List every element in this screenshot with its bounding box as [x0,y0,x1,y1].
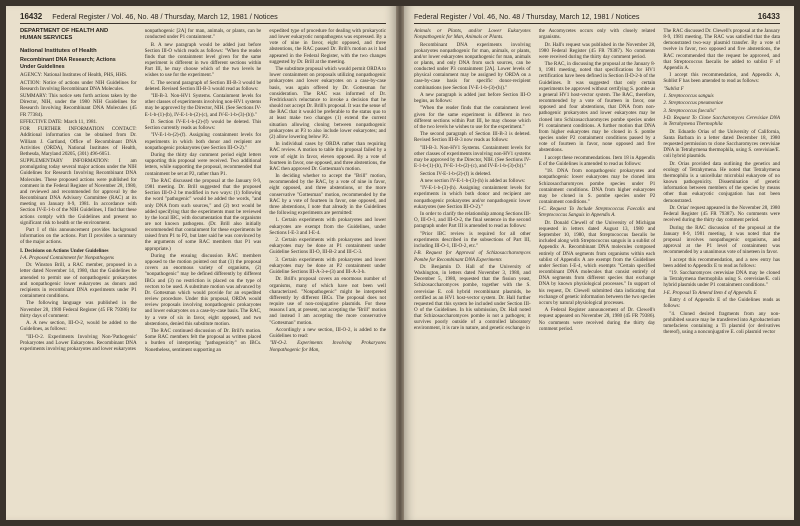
paragraph: ACTION: Notice of actions under NIH Guidelines for Research Involving Recombinant DNA Molecules. [20,79,137,92]
left-columns [20,28,386,518]
paragraph: Dr. Brill's proposal covers an enormous number of organisms, many of which have not been well characterized. "Nonpathogenic" might be interpreted differently by different IBCs. The proposal does not require use of non-conjugative plasmids. For these reasons I am, at present, not accepting the "Brill" motion and instead I am accepting the more conservative "Gottesman" motion. [269,276,387,326]
paragraph: During the thirty day comment period eight letters supporting this proposal were received. Two additional letters, while supporting the proposal, recommended that containment be set at P2, rather than P1. [144,152,262,177]
paragraph: Part I of this announcement provides background information on the actions. Part II provides a summary of the major actions. [20,227,137,246]
paragraph: The RAC discussed the proposal at the January 8-9, 1981 meeting. Dr. Brill suggested that the proposed Section III-O-2 be modified in two ways: (1) following the word "pathogenic" would be added the words, "and only DNA from such sources," and (2) text would be added specifying that the experiments must be reviewed by the local IBC, with documentation that the organisms are not known pathogens. (Dr. Brill also initially recommended that containment for these experiments be raised from P1 to P2, but later said he was convinced by the arguments of some RAC members that P1 was appropriate.) [144,177,262,252]
paragraph: The following language was published in the November 28, 1980 Federal Register (45 FR 79386) for thirty days of comment: [20,300,137,319]
left-page [6,6,396,520]
paragraph: SUMMARY: This notice sets forth actions taken by the Director, NIH, under the 1980 NIH Guidelines for Research Involving Recombinant DNA Molecules (45 FR 77384). [20,93,137,118]
section-heading: I. Decisions on Actions Under Guidelines [20,247,109,254]
title-line: Under Guidelines [20,63,65,70]
paragraph: Section IV-E-1-b-(2)-(f) is deleted. [420,170,492,177]
subsection-heading: I-A. Proposed Containment for Nonpathogens [20,254,114,261]
title-line: Recombinant DNA Research; Actions [20,57,116,64]
paragraph: Dr. Benjamin D. Hall of the University of Washington, in letters dated November 3, 1980, and December 5, 1980, requested that the fission yeast, Schizosaccharomyces pombe, together with the S. cerevisiae E. coli hybrid recombinant plasmids, be certified as an HV1 host-vector system. Dr. Hall further requested that this system be included under Section III-O of the Guidelines. In his submission, Dr. Hall noted that Schizosaccharomyces pombe is not a pathogen; it survives poorly outside of a controlled laboratory environment, it is rare in nature, and genetic exchange in [414,263,531,332]
paragraph: Animals or Plants, and/or Lower Eukaryotes Nonpathogenic for Man, Animals or Plants. [414,28,531,41]
paragraph: The substitute proposal which would permit ORDA to lower containment on proposals utilizing nonpathogenic prokaryotes and lower eukaryotes on a case-by-case basis, was again offered by Dr. Gottesman for consideration. The RAC was informed of Dr. Fredrickson's reluctance to invoke a decision that he should not accept Dr. Brill's proposal. It was the sense of the RAC that it would be preferable to the status quo to at least make two changes (1) extend the current situation allowing cloning between nonpathogenic prokaryotes at P3 to also include lower eukaryotes; and (2) allow lowering below P2. [269,66,387,140]
paragraph: During the ensuing discussion RAC members opposed to the motion pointed out that (1) the proposal covers an enormous variety of organisms, (2) "nonpathogenic" may be defined differently by different IBCs and (3) no restriction is placed on the type of vectors to be used. A substitute motion was advanced by Dr. Gottesman which would provide for an expedited review procedure. Under this proposal, ORDA would review proposals involving nonpathogenic prokaryotes and lower eukaryotes on a case-by-case basis. The RAC, by a vote of six in favor, eight opposed, and two abstentions, denied this substitute motion. [144,252,262,327]
paragraph: 2. Certain experiments with prokaryotes and lower eukaryotes may be done at P1 containment under Guideline Sections III-O, III-B-2 and III-C-3. [269,237,387,256]
paragraph: 3. Certain experiments with prokaryotes and lower eukaryotes may be done at P2 containment under Guideline Sections III-A-3-e-(3) and III-A-3-h. [269,256,387,276]
paragraph: A. A new section, III-O-2, would be added to the Guidelines, as follows: [20,320,137,333]
document-spread [6,6,794,520]
paragraph: "III-B-3. Non-HV1 Systems. Containment levels for other classes of experiments involving non-HV1 systems may be approved by the Director, NIH. (See Sections IV-E-1-b-(1)-(b), IV-E-1-b-(2)-(c), and IV-E-1-b-(3)-(b))." [144,93,262,118]
list-item: 1. Streptococcus sanguis [663,93,714,100]
subsection-heading: I-D. Request To Clone Saccharomyces Cerevisiae DNA in Tetrahymena Thermophila [663,115,781,128]
paragraph: "4. Cloned desired fragments from any non-prohibited source may be transferred into Agrobacterium tumefaciens containing a Ti plasmid (or derivatives thereof), using a nonconjugative E. coli plasmid vector [663,310,781,335]
paragraph: "When the reader finds that the containment level given for the same experiment is different in two different sections within Part III, he may choose which of the two levels he wishes to use for the experiment." [414,105,531,130]
paragraph: "IV-E-1-b-(2)-(f). Assigning containment levels for experiments in which both donor and recipient are nonpathogenic prokaryotes (see Section III-O-2)." [144,132,262,151]
paragraph: B. A new paragraph would be added just before Section III-O which reads as follows: "When the reader finds that the containment level given for the same experiment is different in two different sections within Part III, he may choose which of the two levels he wishes to use for the experiment." [144,41,262,79]
paragraph: "III-O-2. Experiments Involving Prokaryotes Nonpathogenic for Man, [269,340,387,353]
right-col-2 [539,28,656,518]
paragraph: A new paragraph is added just before Section III-O begins, as follows: [414,91,531,105]
paragraph: Entry 4 of Appendix E of the Guidelines reads as follows: [663,297,781,310]
notice-title [20,57,137,70]
paragraph: Dr. Hall's request was published in the November 28, 1980 Federal Register (45 FR 79387). No comments were received during the thirty day comment period. [538,41,656,60]
paragraph: FOR FURTHER INFORMATION CONTACT: Additional information can be obtained from Dr. William J. Gartland, Office of Recombinant DNA Activities (ORDA), National Institutes of Health, Bethesda, Maryland 20205, (301) 496-6051. [20,126,137,157]
paragraph: "IV-E-1-b-(3)-(h). Assigning containment levels for experiments in which both donor and recipient are nonpathogenic prokaryotes and/or nonpathogenic lower eukaryotes (see Section III-O-2)." [414,185,531,210]
list-item: "Sublist F [663,85,684,92]
subsection-heading: I-C. Request To Include Streptococcus Faecalis and Streptococcus Sanguis in Appendix A. [538,206,656,219]
right-col-1 [414,28,531,518]
paragraph: In deciding whether to accept the "Brill" motion, recommended by the RAC, by a vote of nine in favor, eight opposed, and three abstentions, or the more conservative "Gottesman" motion, recommended by the RAC by a vote of fourteen in favor, one opposed, and three abstentions, I note that already in the Guidelines the following experiments are permitted: [269,173,387,217]
agency-line: National Institutes of Health [20,47,97,54]
paragraph: "Prior IBC review is required for all other experiments described in the subsections of Part III, including III-O-1, III-O-2, etc." [414,230,531,250]
paragraph: Dr. Eduardo Orias of the University of California, Santa Barbara in a letter dated December 18, 1980 requested permission to clone Saccharomyces cerevisiae DNA in Tetrahymena thermophila, using S. cerevisiae/E. coli hybrid plasmids. [663,128,781,160]
paragraph: expedited type of procedure for dealing with prokaryotic and lower eukaryotic nonpathogens was expressed. By a vote of nine in favor, eight opposed, and three abstentions, the RAC passed Dr. Brill's motion as it had appeared in the Federal Register, with the two changes suggested by Dr. Brill at the meeting. [269,28,387,65]
paragraph: "III-O-2. Experiments Involving Non-'Pathogenic' Prokaryotes and Lower Eukaryotes. Recombinant DNA experiments involving prokaryotes and lower eukaryotes [20,333,137,352]
paragraph: SUPPLEMENTARY INFORMATION: I am promulgating today several major actions under the NIH Guidelines for Research Involving Recombinant DNA Molecules. These proposed actions were published for comment in the Federal Register of November 28, 1980, and reviewed and recommended for approval by the Recombinant DNA Advisory Committee (RAC) at its meeting on January 8-9, 1981. In accordance with Section IV-E-1-b of the NIH Guidelines, I find that these actions comply with the Guidelines and present no significant risk to health or the environment. [20,158,137,226]
paragraph: 1. Certain experiments with prokaryotes and lower eukaryotes are exempt from the Guidelines, under Sections I-E-3 and I-E-4. [269,217,387,236]
agency-line: HUMAN SERVICES [20,34,73,41]
paragraph: Dr. Orias' request appeared in the November 28, 1980 Federal Register (45 FR 79387). No comments were received during the thirty day comment period. [663,204,781,224]
paragraph: Recombinant DNA experiments involving prokaryotes nonpathogenic for man, animals, or plants, and/or lower eukaryotes nonpathogenic for man, animals or plants, and only DNA from such sources, can be conducted under P3 containment [2A]. Lower levels of physical containment may be assigned by ORDA on a case-by-case basis for specific donor-recipient combinations (see Section IV-E-1-b-(3)-(h))." [414,41,531,91]
paragraph: AGENCY: National Institutes of Health, PHS, HHS. [20,72,128,79]
paragraph: Dr. Orias provided data outlining the genetics and ecology of Tetrahymena. He noted that Tetrahymena thermophila is a unicellular microbial eukaryote of no known pathogenicity. Dissemination of genetic information between members of the species by means other than eukaryotic conjugation has not been demonstrated. [663,160,781,204]
paragraph: During the RAC discussion of the proposal at the January 8-9, 1981 meeting, it was noted that the proposal involves nonpathogenic organisms, and approval at the P1 level of containment was recommended by a unanimous vote of nineteen in favor. [663,224,781,256]
left-page-header [20,12,386,24]
subsection-heading: I-E. Proposal To Amend Item 4 of Appendix E [663,289,757,296]
agency-line: DEPARTMENT OF HEALTH AND [20,28,109,34]
right-columns [414,28,780,518]
agency-heading [20,28,137,54]
paragraph: C. The second paragraph of Section III-B-3 would be deleted. Revised Section III-B-3 would read as follows: [144,79,262,92]
left-page-number: 16432 [20,12,43,21]
paragraph: "III-B-3. Non-HV1 Systems. Containment levels for other classes of experiments involving non-HV1 systems may be approved by the Director, NIH. (See Sections IV-E-1-b-(1)-(b), IV-E-1-b-(2)-(c), and IV-E-1-b-(3)-(b))." [414,144,531,170]
right-running-head: Federal Register / Vol. 46, No. 48 / Thursday, March 12, 1981 / Notices [414,12,640,21]
paragraph: Accordingly a new section, III-O-2, is added to the Guidelines to read: [269,326,387,339]
left-col-3 [269,28,386,518]
left-col-2 [145,28,262,518]
paragraph: A Federal Register announcement of Dr. Clewell's request appeared on November 28, 1980 (45 FR 79386). No comments were received during the thirty day comment period. [538,307,656,332]
paragraph: I accept this recommendation, and a new entry has been added to Appendix E to read as follows: [663,256,781,269]
paragraph: nonpathogenic [2A] for man, animals, or plants, can be conducted under P1 containment." [144,28,262,41]
paragraph: In individual cases by ORDA rather than requiring RAC review. A motion to table this proposal failed by a vote of eight in favor, eleven opposed. By a vote of fourteen in favor, one opposed, and three abstentions, the RAC then approved Dr. Gottesman's motion. [269,141,387,172]
paragraph: D. Section IV-E-1-b-(2)-(f) would be deleted. This Section currently reads as follows: [144,118,262,132]
right-col-3 [663,28,780,518]
paragraph: The RAC continued discussion of Dr. Brill's motion. Some RAC members felt the proposal as written placed a burden of interpreting "pathogenicity" on IBCs. Nonetheless, sentiment supporting an [144,328,262,353]
paragraph: The RAC, in discussing the proposal at the January 8-9, 1981 meeting, noted that specifications for HV1 certification have been defined in Section II-D-2-b of the Guidelines. It was suggested that only certain experiments be approved without certifying S. pombe as a general HV1 host-vector system. The RAC, therefore, recommended by a vote of fourteen in favor, one opposed and four abstentions, that DNA from non-pathogenic prokaryotes and lower eukaryotes may be cloned into Schizosaccharomyces pombe species under P1 containment conditions. A further motion that DNA from higher eukaryotes may be cloned in S. pombe species under P2 containment conditions passed by a vote of fourteen in favor, none opposed and five abstentions. [538,61,656,154]
right-page [404,6,794,520]
subsection-heading: I-B. Request for Approval of Schizosaccharomyces Pombe for Recombinant DNA Experiments [414,250,531,263]
right-page-number: 16433 [757,12,780,21]
paragraph: Dr. Winston Brill, a RAC member, proposed in a letter dated November 14, 1980, that the Guidelines be amended to permit use of nonpathogenic prokaryotes and nonpathogenic lower eukaryotes as donors and recipients in recombinant DNA experiments under P1 containment conditions. [20,262,137,299]
left-col-1 [20,28,137,518]
paragraph: EFFECTIVE DATE: March 11, 1981. [20,118,98,125]
paragraph: A new section IV-E-1-b-(3)-(h) is added as follows: [420,177,526,184]
right-page-header [414,12,780,24]
paragraph: I accept these recommendations. Item 18 in Appendix E of the Guidelines is amended to read as follows: [538,154,656,167]
paragraph: The RAC discussed Dr. Clewell's proposal at the January 8-9, 1981 meeting. The RAC was satisfied that the data demonstrated two-way plasmid transfer. By a vote of twelve in favor, two opposed and five abstentions, the RAC recommended that the request be approved, and that Streptococcus faecalis be added to sublist F of Appendix A. [663,28,781,71]
paragraph: In order to clarify the relationship among Sections III-O, III-O-1, and III-O-2, the final sentence in the second paragraph under Part III is amended to read as follows: [414,211,531,230]
list-item: 3. Streptococcus faecalis" [663,107,717,114]
paragraph: the Ascomycetes occurs only with closely related organisms. [538,28,656,41]
paragraph: "18. DNA from nonpathogenic prokaryotes and nonpathogenic lower eukaryotes may be cloned into Schizosaccharomyces pombe species under P1 containment conditions. DNA from higher eukaryotes may be cloned in S. pombe species under P2 containment conditions." [538,168,656,205]
list-item: 2. Streptococcus pneumoniae [663,100,723,107]
paragraph: I accept this recommendation, and Appendix A, Sublist F has been amended to read as follows: [663,72,781,85]
left-running-head: Federal Register / Vol. 46, No. 48 / Thursday, March 12, 1981 / Notices [52,12,278,21]
paragraph: Dr. Donald Clewell of the University of Michigan requested in letters dated August 13, 1980 and September 10, 1980, that Streptococcus faecalis be included along with Streptococcus sanguis in a sublist of Appendix A. Recombinant DNA molecules composed entirely of DNA segments from organisms within each sublist of Appendix A are exempt from the Guidelines under Section I-E-4, which exempts "Certain specified recombinant DNA molecules that consist entirely of DNA segments from different species that exchange DNA by known physiological processes." In support of his request, Dr. Clewell submitted data indicating that exchange of genetic information between the two species occurs by natural physiological processes. [538,219,656,306]
paragraph: The second paragraph of Section III-B-3 is deleted. Revised Section III-B-3 now reads as follows: [414,131,531,144]
paragraph: "19. Saccharomyces cerevisiae DNA may be cloned in Tetrahymena thermophila using S. cerevisiae/E. coli hybrid plasmids under P1 containment conditions." [663,270,781,289]
binding-gutter [396,6,404,520]
